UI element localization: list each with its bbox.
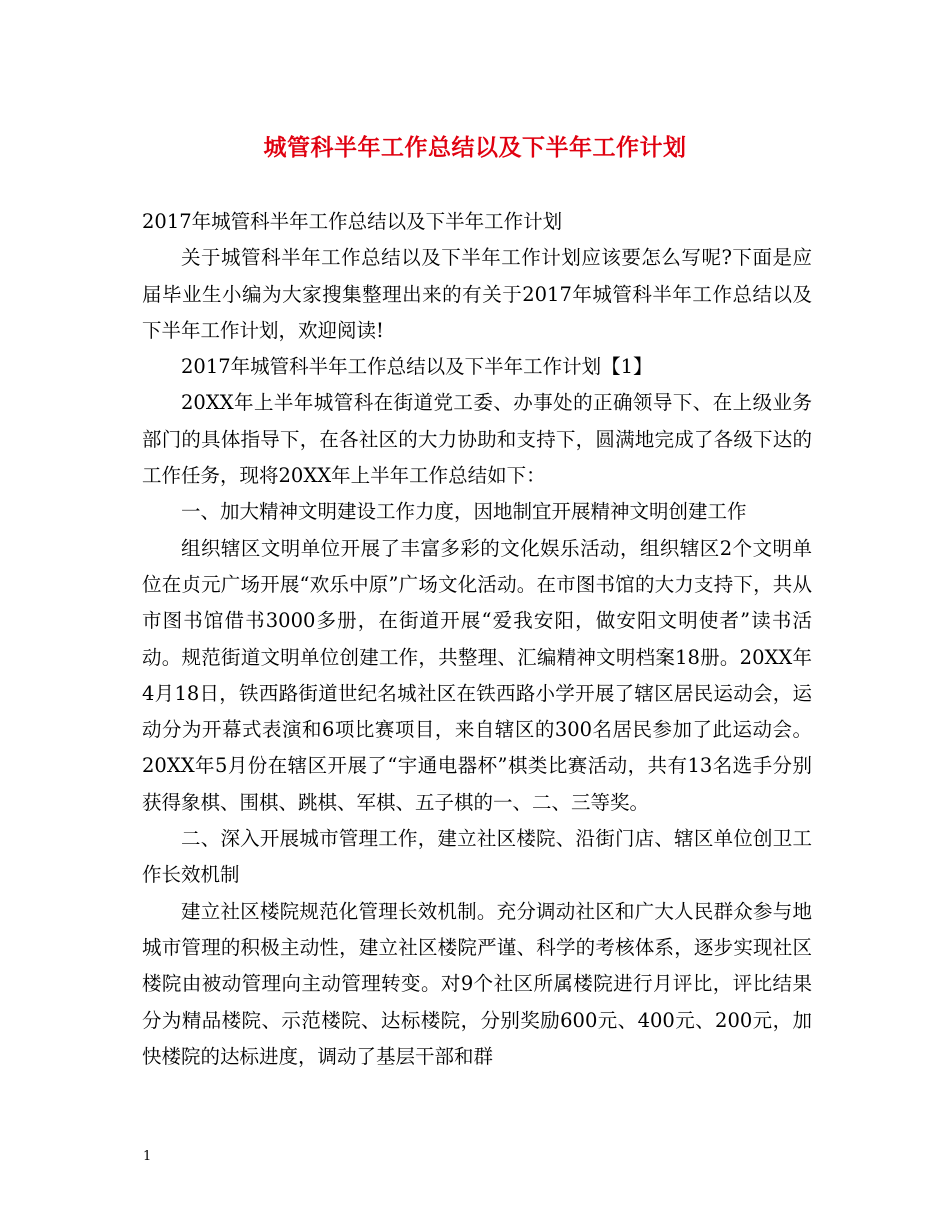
paragraph: 20XX年上半年城管科在街道党工委、办事处的正确领导下、在上级业务部门的具体指导下，在各社区的大力协助和支持下，圆满地完成了各级下达的工作任务，现将20XX年上半年工作总结如下： bbox=[142, 391, 812, 488]
page-number: 1 bbox=[143, 1149, 152, 1164]
section-heading: 一、加大精神文明建设工作力度，因地制宜开展精神文明创建工作 bbox=[181, 500, 747, 524]
section-heading: 二、深入开展城市管理工作，建立社区楼院、沿街门店、辖区单位创卫工作长效机制 bbox=[142, 827, 812, 887]
document-title: 城管科半年工作总结以及下半年工作计划 bbox=[263, 134, 687, 161]
paragraph: 建立社区楼院规范化管理长效机制。充分调动社区和广大人民群众参与地城市管理的积极主动性，建立社区楼院严谨、科学的考核体系，逐步实现社区楼院由被动管理向主动管理转变。对9个社区所属楼院进行月评比，评比结果分为精品楼院、示范楼院、达标楼院，分别奖励600元、400元、200元，加快楼院的达标进度，调动了基层干部和群 bbox=[142, 899, 812, 1068]
paragraph: 2017年城管科半年工作总结以及下半年工作计划 bbox=[142, 210, 563, 233]
paragraph: 关于城管科半年工作总结以及下半年工作计划应该要怎么写呢?下面是应届毕业生小编为大家搜集整理出来的有关于2017年城管科半年工作总结以及下半年工作计划，欢迎阅读! bbox=[142, 246, 812, 342]
paragraph: 2017年城管科半年工作总结以及下半年工作计划【1】 bbox=[181, 355, 653, 379]
document-body bbox=[142, 204, 812, 1075]
paragraph: 组织辖区文明单位开展了丰富多彩的文化娱乐活动，组织辖区2个文明单位在贞元广场开展“欢乐中原”广场文化活动。在市图书馆的大力支持下，共从市图书馆借书3000多册，在街道开展“爱我安阳，做安阳文明使者”读书活动。规范街道文明单位创建工作，共整理、汇编精神文明档案18册。20XX年4月18日，铁西路街道世纪名城社区在铁西路小学开展了辖区居民运动会，运动分为开幕式表演和6项比赛项目，来自辖区的300名居民参加了此运动会。20XX年5月份在辖区开展了“宇通电器杯”棋类比赛活动，共有13名选手分别获得象棋、围棋、跳棋、军棋、五子棋的一、二、三等奖。 bbox=[142, 536, 812, 814]
